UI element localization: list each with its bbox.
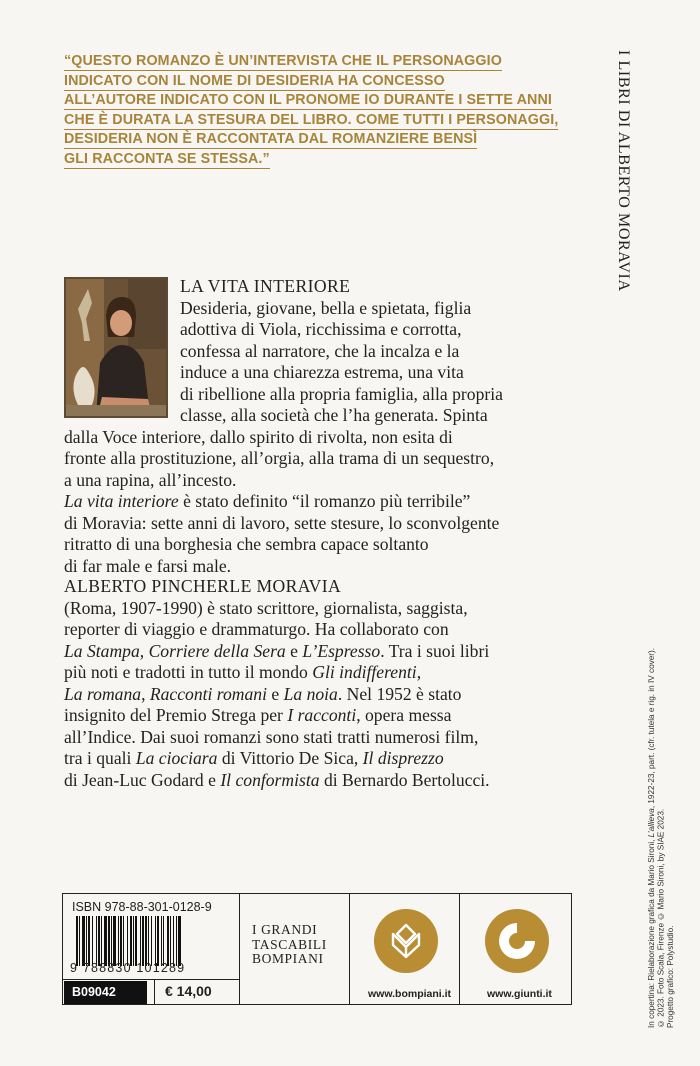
quote-line: GLI RACCONTA SE STESSA.” [64,150,270,167]
quote-line: “QUESTO ROMANZO È UN’INTERVISTA CHE IL PERSONAGGIO [64,53,502,69]
barcode-bar [130,916,132,966]
description-line: ritratto di una borghesia che sembra capace soltanto [64,534,429,554]
description-line: Desideria, giovane, bella e spietata, figlia [180,297,472,318]
barcode-bar [178,916,181,966]
barcode-bar [118,916,119,966]
description-line: di ribellione alla propria famiglia, alla propria [180,383,503,404]
barcode-bar [113,916,116,966]
barcode-bar [155,916,156,966]
description-line: di Moravia: sette anni di lavoro, sette stesure, lo sconvolgente [64,512,500,533]
book-description [64,276,564,577]
barcode-bar [127,916,128,966]
barcode-bar [161,916,162,966]
barcode-bar [145,916,147,966]
bio-line: La romana, Racconti romani e La noia. Nel 1952 è stato [64,683,462,704]
divider [459,893,460,1005]
barcode-bar [142,916,144,966]
barcode-bar [173,916,174,966]
author-name: ALBERTO PINCHERLE MORAVIA [64,576,342,596]
divider [239,893,240,1005]
barcode-bar [157,916,159,966]
bio-line: La Stampa, Corriere della Sera e L’Espresso. Tra i suoi libri [64,640,490,661]
quote-line: INDICATO CON IL NOME DI DESIDERIA HA CONCESSO [64,72,445,89]
barcode-bar [96,916,97,966]
barcode-bar [133,916,134,966]
description-line: adottiva di Viola, ricchissima e corrotta, [180,319,462,339]
quote-line: ALL’AUTORE INDICATO CON IL PRONOME IO DURANTE I SETTE ANNI [64,92,552,108]
barcode-bar [123,916,124,966]
barcode-bar [108,916,110,966]
barcode-bar [111,916,112,966]
barcode-bar [151,916,152,966]
back-cover-quote [64,52,584,169]
bio-line: insignito del Premio Strega per I racconti, opera messa [64,705,452,725]
bompiani-url[interactable]: www.bompiani.it [368,988,452,1000]
product-code-badge: B09042 [64,981,147,1004]
description-line: induce a una chiarezza estrema, una vita [180,362,464,382]
barcode [72,916,234,966]
description-line: La vita interiore è stato definito “il romanzo più terribile” [64,491,471,511]
barcode-bar [98,916,100,966]
giunti-url[interactable]: www.giunti.it [487,988,552,1000]
author-bio [64,576,564,791]
barcode-bar [92,916,93,966]
barcode-bar [135,916,137,966]
bio-line: reporter di viaggio e drammaturgo. Ha collaborato con [64,619,449,639]
divider [154,979,155,1005]
barcode-bar [79,916,80,966]
description-line: dalla Voce interiore, dallo spirito di rivolta, non esita di [64,426,453,447]
barcode-bar [170,916,171,966]
description-line: a una rapina, all’incesto. [64,469,237,490]
barcode-bar [167,916,169,966]
book-title: LA VITA INTERIORE [180,276,351,296]
description-line: confessa al narratore, che la incalza e la [180,340,460,361]
barcode-number: 9 788830 101289 [70,961,186,975]
series-name: I GRANDI TASCABILI BOMPIANI [252,922,327,966]
bio-line: più noti e tradotti in tutto il mondo Gli indifferenti, [64,662,422,682]
book-title-italic: La vita interiore [64,491,179,511]
divider [62,979,239,980]
description-line: classe, alla società che l’ha generata. Spinta [180,405,488,425]
barcode-bar [101,916,102,966]
barcode-bar [86,916,87,966]
barcode-bar [88,916,90,966]
barcode-bar [76,916,78,966]
bio-line: tra i quali La ciociara di Vittorio De Sica, Il disprezzo [64,748,444,768]
bio-line: di Jean-Luc Godard e Il conformista di Bernardo Bertolucci. [64,769,490,790]
description-line: fronte alla prostituzione, all’orgia, alla trama di un sequestro, [64,448,495,468]
barcode-bar [120,916,122,966]
barcode-bar [163,916,164,966]
cover-credits: In copertina: Rielaborazione grafica da Mario Sironi, L’allieva, 1922-23, part. (cfr. tutela e rig. in IV cover). © 2023. Foto Scala, Firenze © Mario Sironi, by SIAE 2023. Progetto grafico: Polystudio. [647,647,675,1028]
isbn-label: ISBN 978-88-301-0128-9 [72,900,212,914]
spiral-icon [485,909,549,973]
bio-line: all’Indice. Dai suoi romanzi sono stati tratti numerosi film, [64,726,479,747]
barcode-bar [176,916,177,966]
quote-line: DESIDERIA NON È RACCONTATA DAL ROMANZIERE BENSÌ [64,131,478,147]
barcode-bar [104,916,107,966]
series-vertical-title: I LIBRI DI ALBERTO MORAVIA [615,50,632,292]
barcode-bar [148,916,149,966]
lotus-icon [374,909,438,973]
price: € 14,00 [165,983,212,999]
barcode-bar [82,916,85,966]
divider [349,893,350,1005]
bio-line: (Roma, 1907-1990) è stato scrittore, giornalista, saggista, [64,597,468,618]
description-line: di far male e farsi male. [64,555,232,576]
quote-line: CHE È DURATA LA STESURA DEL LIBRO. COME TUTTI I PERSONAGGI, [64,111,559,128]
barcode-bar [140,916,141,966]
